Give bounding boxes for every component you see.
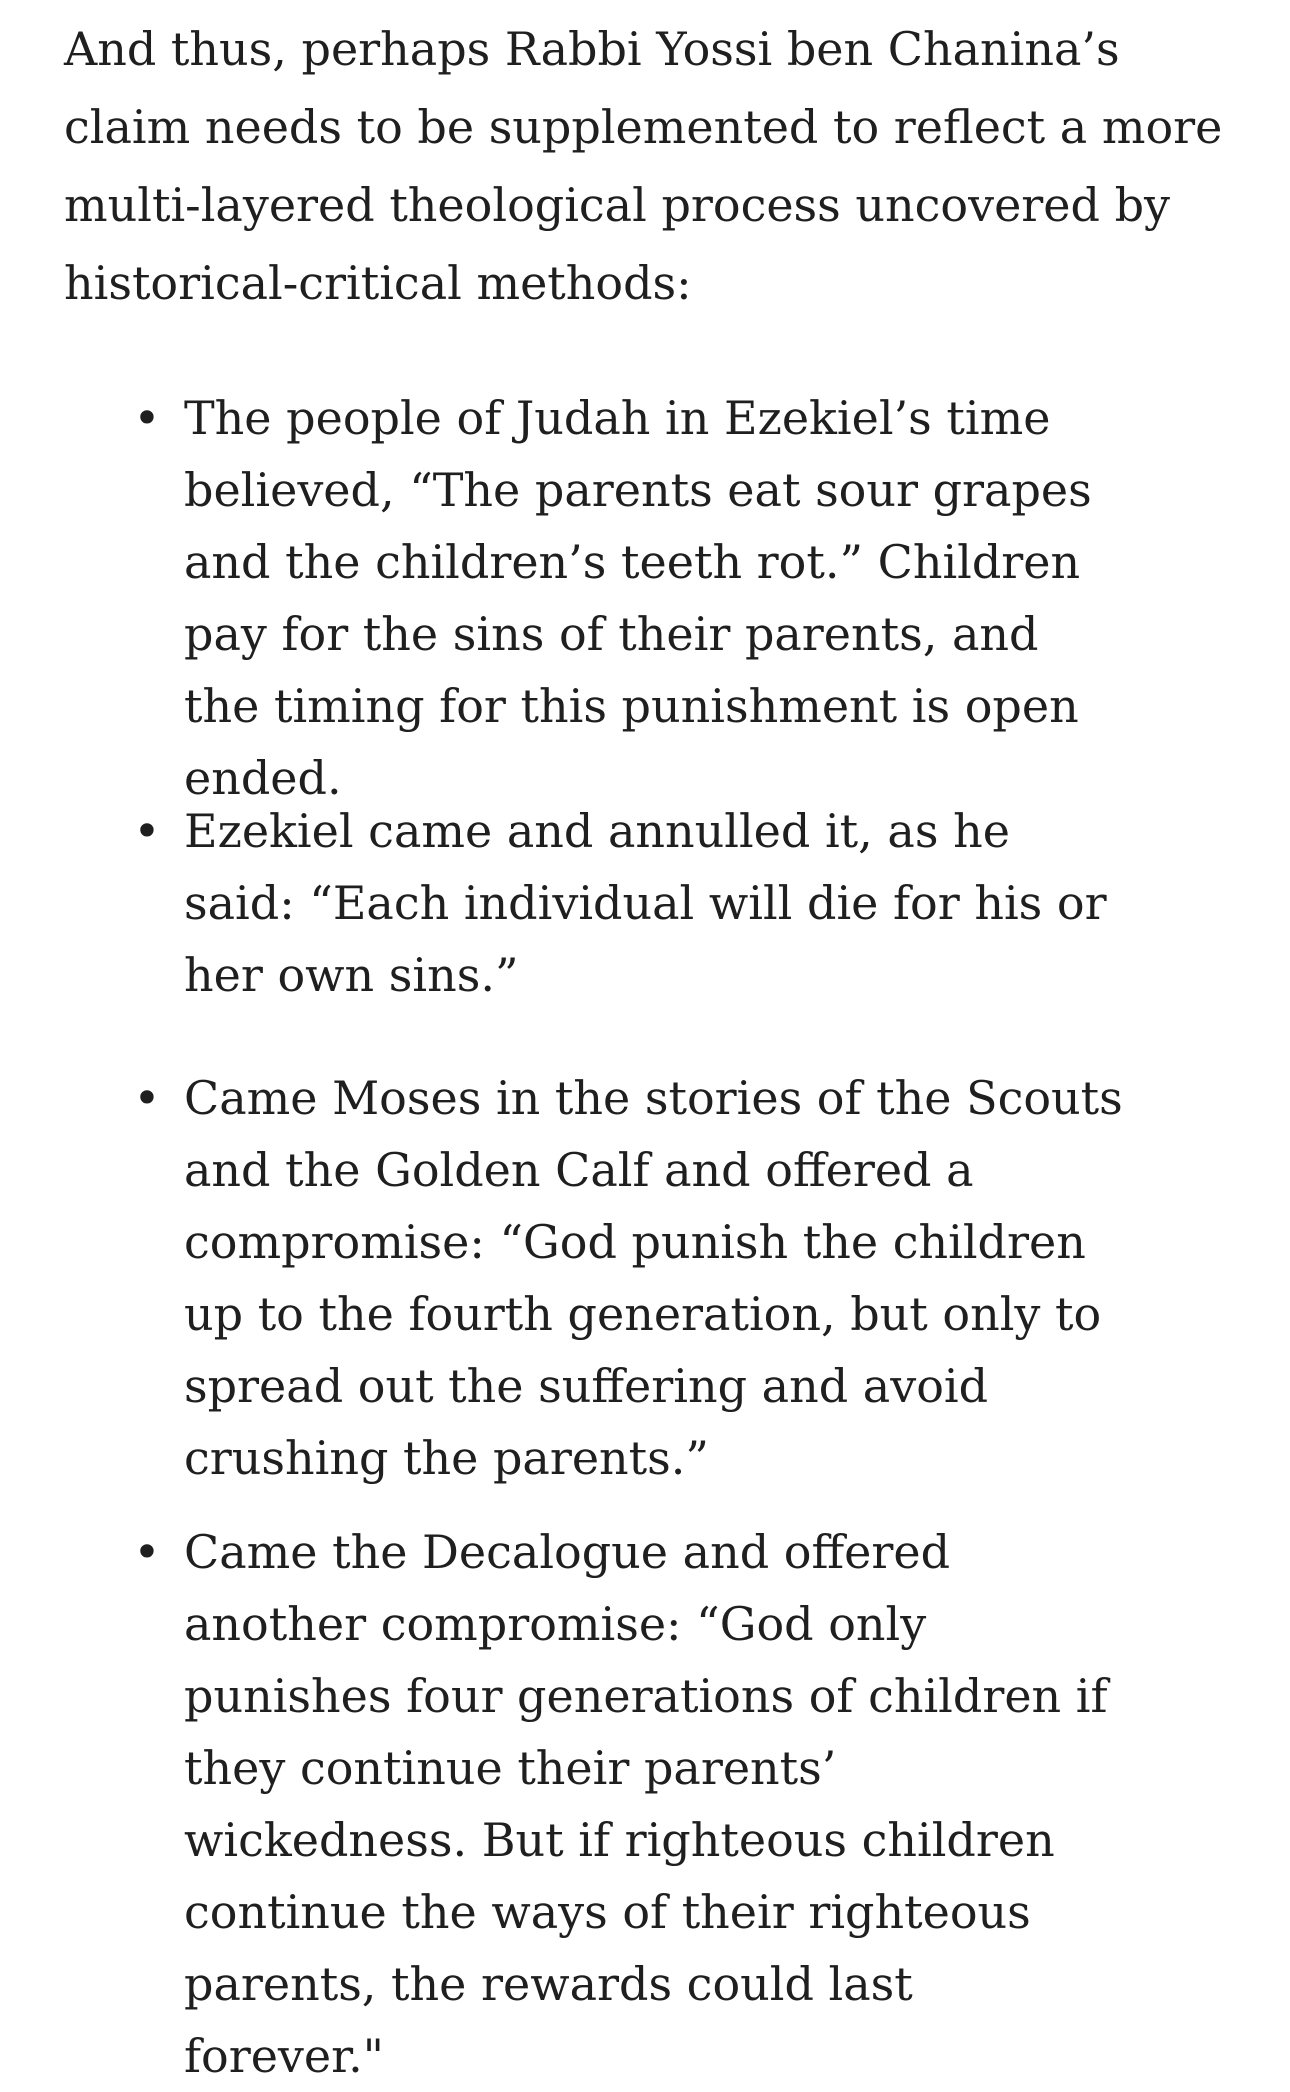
list-item (133, 795, 1124, 1011)
list-item-text: Ezekiel came and annulled it, as he said: “Each individual will die for his or her own sins.” (184, 804, 1107, 1002)
bullet-icon: • (133, 804, 161, 858)
list-item (133, 1516, 1124, 2092)
bullet-icon: • (133, 1525, 161, 1579)
bullet-icon: • (133, 1071, 161, 1125)
list-item-text: Came the Decalogue and offered another compromise: “God only punishes four generations of children if they continue their parents’ wickedness. But if righteous children continue the ways of their righteous parents, the rewards could last forever." (184, 1525, 1108, 2083)
list-item-text: Came Moses in the stories of the Scouts and the Golden Calf and offered a compromise: “God punish the children up to the fourth generation, but only to spread out the suffering and avoid crushing the parents.” (184, 1071, 1123, 1485)
intro-paragraph: And thus, perhaps Rabbi Yossi ben Chanina’s claim needs to be supplemented to reflect a more multi-layered theological process uncovered by historical-critical methods: (64, 22, 1223, 310)
bullet-icon: • (133, 391, 161, 445)
list-item-text: The people of Judah in Ezekiel’s time believed, “The parents eat sour grapes and the children’s teeth rot.” Children pay for the sins of their parents, and the timing for this punishment is open ended. (184, 391, 1092, 805)
list-item (133, 1062, 1124, 1494)
list-item (133, 382, 1124, 814)
